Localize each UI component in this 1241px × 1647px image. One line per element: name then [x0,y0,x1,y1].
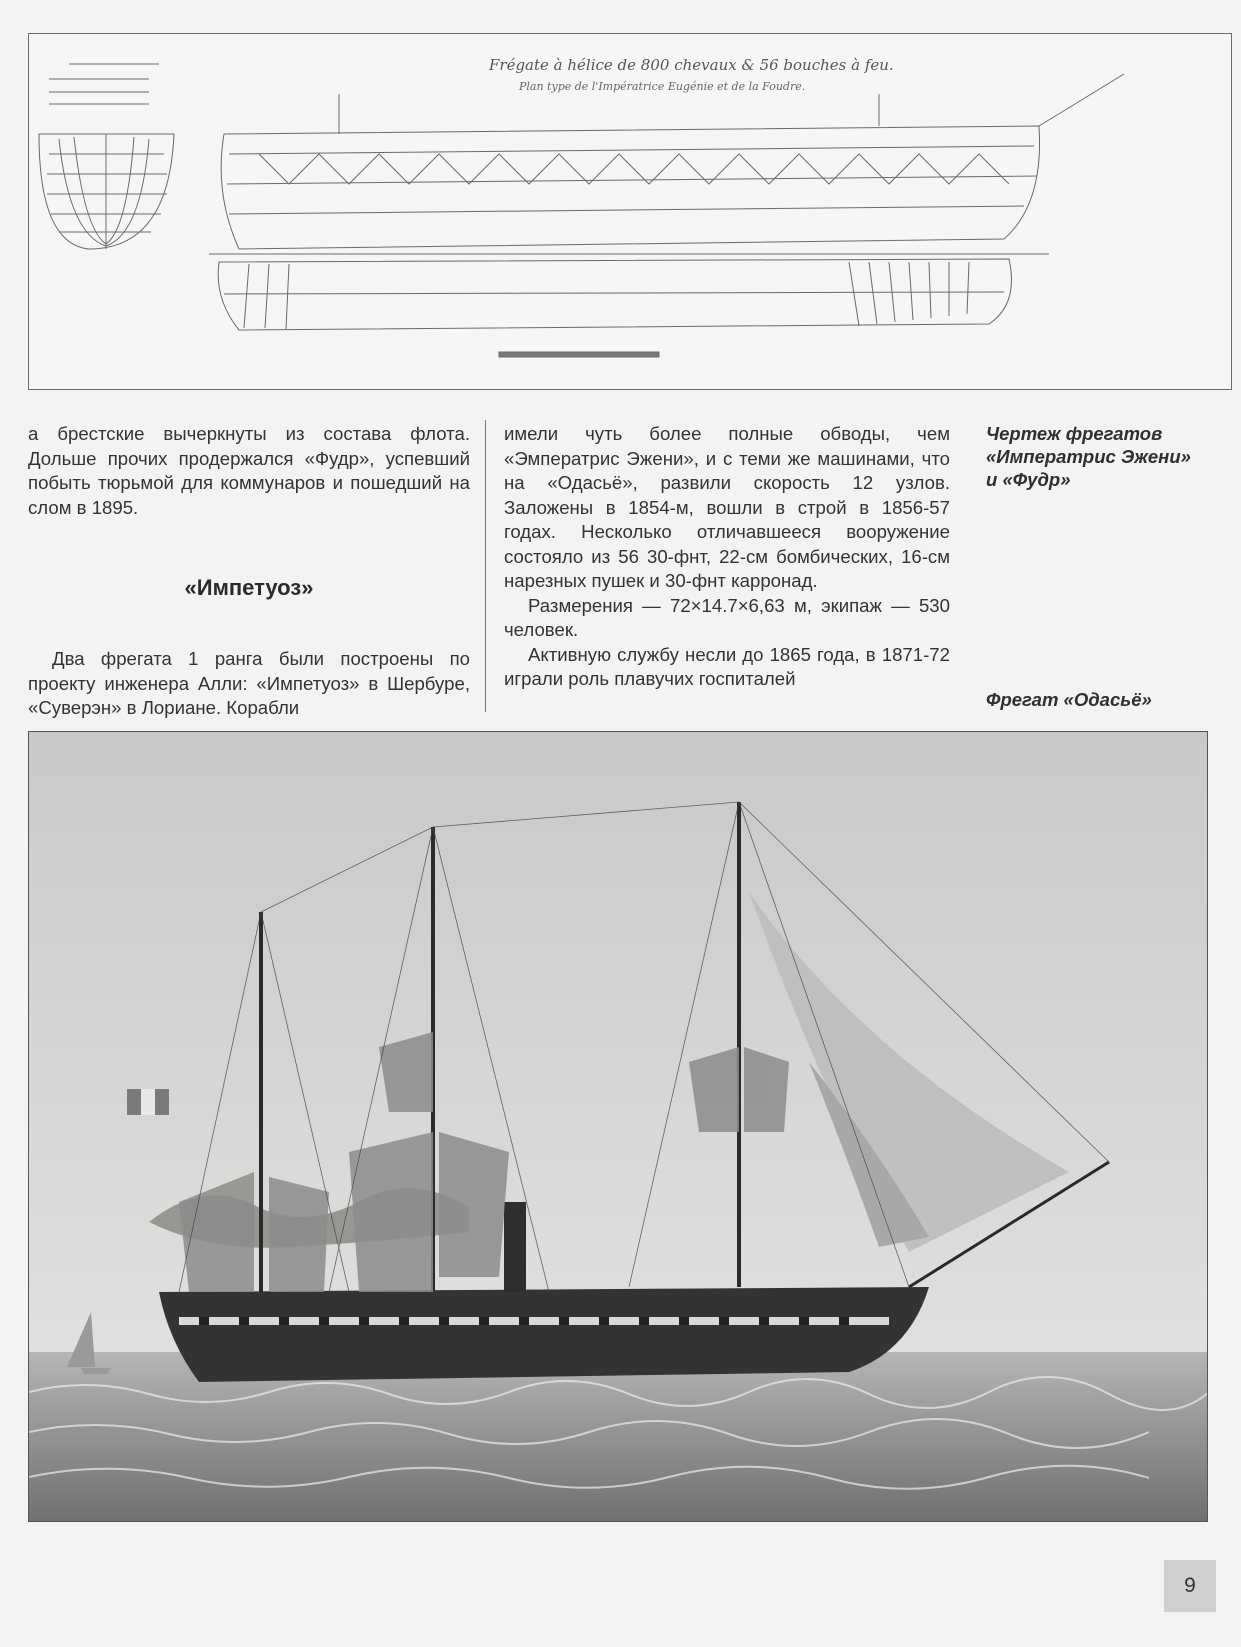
column-1-paragraph-1: а брестские вычеркнуты из состава флота. Дольше прочих продержался «Фудр», успевший побыть тюрьмой для коммунаров и пошедший на слом в 1895. [28,423,470,518]
drawing-title-line2: Plan type de l'Impératrice Eugénie et de la Foudre. [519,80,806,93]
column-1-lower [28,647,470,721]
section-heading: «Импетуоз» [184,575,314,600]
column-divider [485,420,486,712]
frigate-painting [28,731,1208,1522]
ship-plan-drawing [28,33,1232,390]
drawing-title-line1: Frégate à hélice de 800 chevaux & 56 bouches à feu. [489,56,894,74]
column-1 [28,422,470,520]
painting-caption: Фрегат «Одасьё» [986,689,1152,710]
column-2-paragraph-1: имели чуть более полные обводы, чем «Эмператрис Эжени», и с теми же машинами, что на «Одасьё», развили скорость 12 узлов. Заложены в 1854-м, вошли в строй в 1856-57 годах. Несколько отличавшееся вооружение состояло из 56 30-фнт, 22-см бомбических, 16-см нарезных пушек и 30-фнт карронад. [504,423,950,591]
column-2-paragraph-3: Активную службу несли до 1865 года, в 1871-72 играли роль плавучих госпиталей [504,643,950,689]
column-1-paragraph-2: Два фрегата 1 ранга были построены по проекту инженера Алли: «Импетуоз» в Шербуре, «Суверэн» в Лориане. Корабли [28,648,470,718]
hull-lines-plan [29,34,1233,391]
column-2-paragraph-2: Размерения — 72×14.7×6,63 м, экипаж — 530 человек. [504,594,950,640]
column-2 [504,422,950,692]
drawing-caption: Чертеж фрегатов «Императрис Эжени» и «Фудр» [986,423,1191,490]
page-number: 9 [1164,1560,1216,1612]
ship-illustration [29,732,1208,1522]
